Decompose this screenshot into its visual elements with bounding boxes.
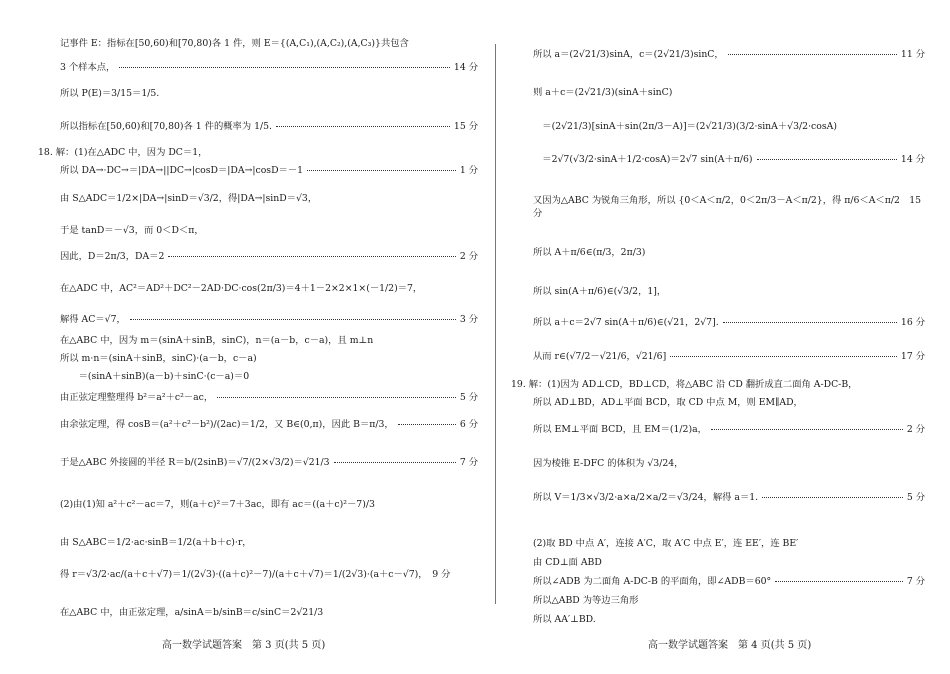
leader-dots bbox=[762, 497, 903, 498]
answer-line: 因此，D＝2π/3，DA＝2 2 分 bbox=[60, 251, 478, 262]
leader-dots bbox=[775, 581, 903, 582]
answer-line: 所以 a＝(2√21/3)sinA，c＝(2√21/3)sinC， 11 分 bbox=[533, 49, 925, 60]
left-page bbox=[38, 0, 478, 674]
score-label: 2 分 bbox=[459, 251, 478, 262]
answer-line: 所以 a＋c＝2√7 sin(A＋π/6)∈(√21，2√7]. 16 分 bbox=[533, 317, 925, 328]
leader-dots bbox=[307, 170, 456, 171]
answer-line: 由余弦定理，得 cosB＝(a²＋c²－b²)/(2ac)＝1/2，又 B∈(0,π)，因此 B＝π/3， 6 分 bbox=[60, 419, 478, 430]
answer-line: ＝(2√21/3)[sinA＋sin(2π/3－A)]＝(2√21/3)(3/2·sinA＋√3/2·cosA) bbox=[533, 121, 837, 132]
answer-line: 解得 AC＝√7， 3 分 bbox=[60, 314, 478, 325]
score-label: 16 分 bbox=[900, 317, 925, 328]
score-label: 17 分 bbox=[900, 351, 925, 362]
answer-line: 所以 AA′⊥BD. bbox=[533, 614, 596, 625]
answer-line: 在△ABC 中，因为 m＝(sinA＋sinB，sinC)，n＝(a－b，c－a)，且 m⊥n bbox=[60, 335, 374, 346]
answer-line: 得 r＝√3/2·ac/(a＋c＋√7)＝1/(2√3)·((a＋c)²－7)/(a＋c＋√7)＝1/(2√3)·(a＋c－√7)， 9 分 bbox=[60, 569, 451, 580]
score-label: 14 分 bbox=[453, 62, 478, 73]
leader-dots bbox=[670, 356, 897, 357]
leader-dots bbox=[130, 319, 456, 320]
score-label: 1 分 bbox=[459, 165, 478, 176]
leader-dots bbox=[119, 67, 450, 68]
score-label: 15 分 bbox=[453, 121, 478, 132]
answer-line: 所以 sin(A＋π/6)∈(√3/2，1]， bbox=[533, 286, 667, 297]
answer-line: 所以 A＋π/6∈(π/3，2π/3) bbox=[533, 247, 646, 258]
score-label: 15 分 bbox=[533, 195, 922, 219]
answer-line: (2)取 BD 中点 A′，连接 A′C，取 A′C 中点 E′，连 EE′，连 BE′ bbox=[533, 538, 799, 549]
leader-dots bbox=[398, 424, 456, 425]
answer-line: 3 个样本点， 14 分 bbox=[60, 62, 478, 73]
column-divider bbox=[495, 44, 496, 604]
answer-line: 于是△ABC 外接圆的半径 R＝b/(2sinB)＝√7/(2×√3/2)＝√21/3 7 分 bbox=[60, 457, 478, 468]
page-footer-right: 高一数学试题答案 第 4 页(共 5 页) bbox=[648, 640, 812, 651]
answer-line: 由 CD⊥面 ABD bbox=[533, 557, 602, 568]
score-label: 5 分 bbox=[906, 492, 925, 503]
answer-line: 所以 V＝1/3×√3/2·a×a/2×a/2＝√3/24，解得 a＝1. 5 分 bbox=[533, 492, 925, 503]
answer-line: 所以 m·n＝(sinA＋sinB，sinC)·(a－b，c－a) bbox=[60, 353, 257, 364]
answer-line: 所以∠ADB 为二面角 A-DC-B 的平面角，即∠ADB＝60° 7 分 bbox=[533, 576, 925, 587]
score-label: 14 分 bbox=[900, 154, 925, 165]
answer-line: 记事件 E：指标在[50,60)和[70,80)各 1 件，则 E＝{(A,C₁),(A,C₂),(A,C₃)}共包含 bbox=[60, 38, 409, 49]
answer-line: 所以指标在[50,60)和[70,80)各 1 件的概率为 1/5. 15 分 bbox=[60, 121, 478, 132]
answer-line: 于是 tanD＝－√3，而 0＜D＜π， bbox=[60, 225, 204, 236]
page-footer-left: 高一数学试题答案 第 3 页(共 5 页) bbox=[162, 640, 326, 651]
answer-line: 所以 EM⊥平面 BCD，且 EM＝(1/2)a， 2 分 bbox=[533, 424, 925, 435]
answer-line: 由 S△ADC＝1/2×|DA→|sinD＝√3/2，得|DA→|sinD＝√3， bbox=[60, 193, 318, 204]
answer-line: 则 a＋c＝(2√21/3)(sinA＋sinC) bbox=[533, 87, 673, 98]
answer-line: 在△ADC 中，AC²＝AD²＋DC²－2AD·DC·cos(2π/3)＝4＋1－2×2×1×(－1/2)＝7， bbox=[60, 283, 423, 294]
answer-line: 在△ABC 中，由正弦定理，a/sinA＝b/sinB＝c/sinC＝2√21/3 bbox=[60, 607, 324, 618]
score-label: 3 分 bbox=[459, 314, 478, 325]
leader-dots bbox=[168, 256, 455, 257]
leader-dots bbox=[728, 54, 897, 55]
leader-dots bbox=[217, 397, 456, 398]
score-label: 9 分 bbox=[432, 569, 451, 580]
answer-line: ＝2√7(√3/2·sinA＋1/2·cosA)＝2√7 sin(A＋π/6) 14 分 bbox=[533, 154, 925, 165]
leader-dots bbox=[276, 126, 450, 127]
leader-dots bbox=[757, 159, 897, 160]
score-label: 2 分 bbox=[906, 424, 925, 435]
score-label: 5 分 bbox=[459, 392, 478, 403]
score-label: 7 分 bbox=[906, 576, 925, 587]
answer-line: (2)由(1)知 a²＋c²－ac＝7，则(a＋c)²＝7＋3ac，即有 ac＝((a＋c)²－7)/3 bbox=[60, 499, 375, 510]
answer-line: 由正弦定理整理得 b²＝a²＋c²－ac， 5 分 bbox=[60, 392, 478, 403]
question-19-heading: 19. 解：(1)因为 AD⊥CD，BD⊥CD，将△ABC 沿 CD 翻折成直二面角 A-DC-B， bbox=[511, 379, 858, 390]
score-label: 6 分 bbox=[459, 419, 478, 430]
leader-dots bbox=[723, 322, 897, 323]
answer-line: 由 S△ABC＝1/2·ac·sinB＝1/2(a＋b＋c)·r， bbox=[60, 537, 252, 548]
score-label: 7 分 bbox=[459, 457, 478, 468]
answer-line: 因为棱锥 E-DFC 的体积为 √3/24， bbox=[533, 458, 684, 469]
answer-line: 所以△ABD 为等边三角形 bbox=[533, 595, 639, 606]
leader-dots bbox=[334, 462, 456, 463]
answer-line: 又因为△ABC 为锐角三角形，所以 {0＜A＜π/2，0＜2π/3－A＜π/2}，得 π/6＜A＜π/2 15 分 bbox=[533, 195, 922, 219]
answer-line: 所以 P(E)＝3/15＝1/5. bbox=[60, 88, 160, 99]
answer-line: 从而 r∈(√7/2－√21/6，√21/6] 17 分 bbox=[533, 351, 925, 362]
right-page bbox=[511, 0, 925, 674]
answer-line: 所以 AD⊥BD，AD⊥平面 BCD，取 CD 中点 M，则 EM∥AD， bbox=[533, 397, 803, 408]
score-label: 11 分 bbox=[900, 49, 925, 60]
answer-line: ＝(sinA＋sinB)(a－b)＋sinC·(c－a)＝0 bbox=[60, 371, 250, 382]
answer-line: 所以 DA→·DC→＝|DA→||DC→|cosD＝|DA→|cosD＝－1 1 分 bbox=[60, 165, 478, 176]
question-18-heading: 18. 解：(1)在△ADC 中，因为 DC＝1， bbox=[38, 147, 208, 158]
leader-dots bbox=[711, 429, 903, 430]
